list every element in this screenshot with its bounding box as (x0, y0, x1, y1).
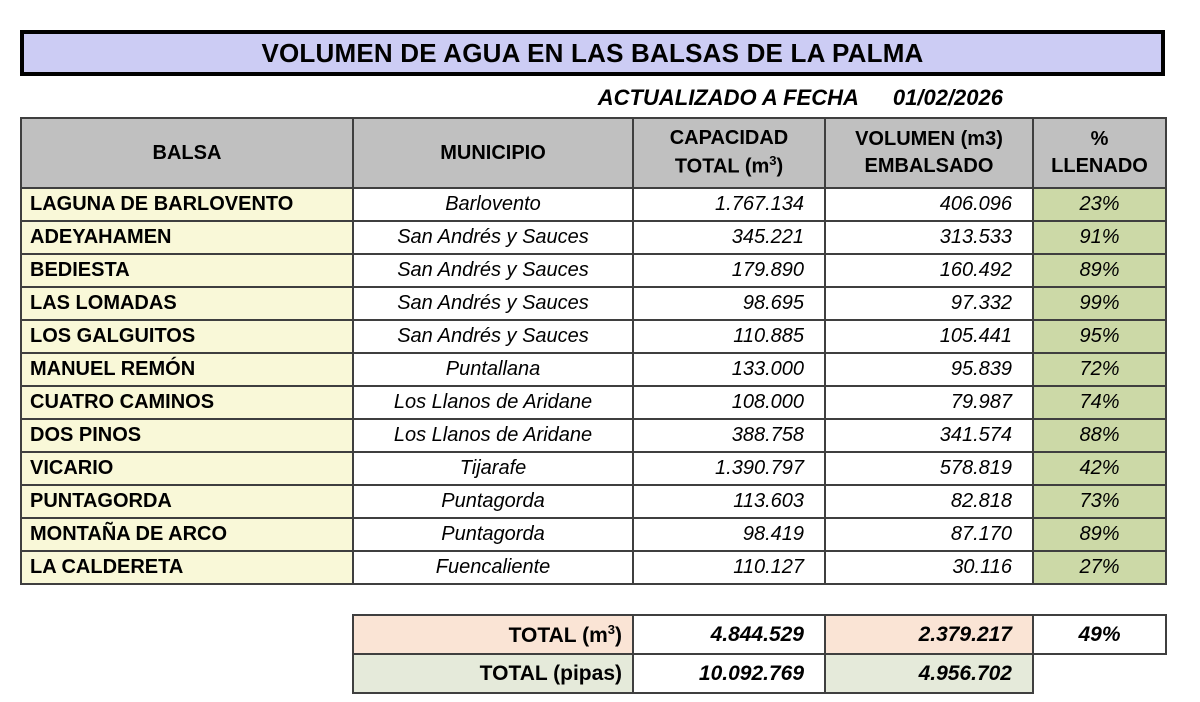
cell-balsa: DOS PINOS (21, 419, 353, 452)
column-header-balsa: BALSA (21, 118, 353, 188)
cell-capacidad: 1.767.134 (633, 188, 825, 221)
cell-volumen: 82.818 (825, 485, 1033, 518)
cell-balsa: LAS LOMADAS (21, 287, 353, 320)
cell-municipio: Los Llanos de Aridane (353, 386, 633, 419)
cell-capacidad: 1.390.797 (633, 452, 825, 485)
cell-capacidad: 110.127 (633, 551, 825, 584)
cell-volumen: 95.839 (825, 353, 1033, 386)
totals-capacidad-pipas: 10.092.769 (633, 654, 825, 693)
cell-volumen: 79.987 (825, 386, 1033, 419)
totals-volumen-m3: 2.379.217 (825, 615, 1033, 654)
cell-porcentaje: 99% (1033, 287, 1166, 320)
cell-capacidad: 110.885 (633, 320, 825, 353)
cell-municipio: Barlovento (353, 188, 633, 221)
cell-capacidad: 98.695 (633, 287, 825, 320)
cell-porcentaje: 73% (1033, 485, 1166, 518)
cell-porcentaje: 42% (1033, 452, 1166, 485)
cell-capacidad: 98.419 (633, 518, 825, 551)
cell-porcentaje: 89% (1033, 254, 1166, 287)
totals-row-pipas (353, 654, 1166, 693)
cell-porcentaje: 74% (1033, 386, 1166, 419)
cell-municipio: San Andrés y Sauces (353, 254, 633, 287)
cell-capacidad: 345.221 (633, 221, 825, 254)
column-header-pct-line1: % (1090, 128, 1109, 150)
reservoir-volume-table (20, 117, 1167, 585)
table-row (21, 518, 1166, 551)
totals-label-m3 (353, 615, 633, 654)
cell-volumen: 406.096 (825, 188, 1033, 221)
table-row (21, 452, 1166, 485)
cell-porcentaje: 91% (1033, 221, 1166, 254)
cell-municipio: San Andrés y Sauces (353, 287, 633, 320)
cell-municipio: Tijarafe (353, 452, 633, 485)
cell-municipio: Puntagorda (353, 518, 633, 551)
cell-balsa: MANUEL REMÓN (21, 353, 353, 386)
cell-porcentaje: 95% (1033, 320, 1166, 353)
page-title: VOLUMEN DE AGUA EN LAS BALSAS DE LA PALMA (261, 37, 924, 68)
table-row (21, 320, 1166, 353)
cell-volumen: 97.332 (825, 287, 1033, 320)
cell-municipio: Fuencaliente (353, 551, 633, 584)
update-date-line (20, 83, 1165, 113)
cubic-exponent: 3 (607, 621, 615, 637)
table-row (21, 287, 1166, 320)
cell-municipio: San Andrés y Sauces (353, 320, 633, 353)
column-header-capacidad-line2: TOTAL (m (674, 155, 770, 178)
cell-volumen: 313.533 (825, 221, 1033, 254)
column-header-volumen (825, 118, 1033, 188)
cell-capacidad: 113.603 (633, 485, 825, 518)
cell-capacidad: 179.890 (633, 254, 825, 287)
table-row (21, 353, 1166, 386)
cell-volumen: 105.441 (825, 320, 1033, 353)
table-body (21, 188, 1166, 584)
cell-municipio: San Andrés y Sauces (353, 221, 633, 254)
cell-balsa: MONTAÑA DE ARCO (21, 518, 353, 551)
column-header-porcentaje (1033, 118, 1166, 188)
table-row (21, 485, 1166, 518)
cell-balsa: VICARIO (21, 452, 353, 485)
cell-municipio: Los Llanos de Aridane (353, 419, 633, 452)
cell-capacidad: 133.000 (633, 353, 825, 386)
cell-balsa: BEDIESTA (21, 254, 353, 287)
cell-volumen: 30.116 (825, 551, 1033, 584)
cell-porcentaje: 27% (1033, 551, 1166, 584)
update-date-label: ACTUALIZADO A FECHA (597, 85, 859, 110)
column-header-volumen-line1: VOLUMEN (m3) (855, 128, 1003, 150)
cell-municipio: Puntallana (353, 353, 633, 386)
table-header-row (21, 118, 1166, 188)
cell-porcentaje: 88% (1033, 419, 1166, 452)
document-title-banner (20, 30, 1165, 76)
column-header-municipio: MUNICIPIO (353, 118, 633, 188)
cell-volumen: 160.492 (825, 254, 1033, 287)
table-row (21, 419, 1166, 452)
update-date-value: 01/02/2026 (892, 85, 1003, 110)
column-header-capacidad-line1: CAPACIDAD (669, 127, 789, 150)
totals-row-cubic-meters (353, 615, 1166, 654)
totals-label-pipas: TOTAL (pipas) (353, 654, 633, 693)
cell-porcentaje: 72% (1033, 353, 1166, 386)
totals-label-m3-pre: TOTAL (m (508, 623, 608, 647)
cell-municipio: Puntagorda (353, 485, 633, 518)
cubic-exponent: 3 (769, 153, 777, 169)
cell-balsa: PUNTAGORDA (21, 485, 353, 518)
totals-porcentaje-m3: 49% (1033, 615, 1166, 654)
column-header-capacidad (633, 118, 825, 188)
cell-balsa: LAGUNA DE BARLOVENTO (21, 188, 353, 221)
column-header-pct-line2: LLENADO (1051, 155, 1148, 177)
totals-capacidad-m3: 4.844.529 (633, 615, 825, 654)
cell-balsa: LA CALDERETA (21, 551, 353, 584)
cell-balsa: CUATRO CAMINOS (21, 386, 353, 419)
table-row (21, 188, 1166, 221)
cell-volumen: 341.574 (825, 419, 1033, 452)
table-row (21, 254, 1166, 287)
totals-volumen-pipas: 4.956.702 (825, 654, 1033, 693)
cell-volumen: 578.819 (825, 452, 1033, 485)
totals-label-m3-post: ) (615, 623, 622, 647)
cell-volumen: 87.170 (825, 518, 1033, 551)
cell-capacidad: 388.758 (633, 419, 825, 452)
cell-porcentaje: 89% (1033, 518, 1166, 551)
column-header-volumen-line2: EMBALSADO (864, 155, 994, 177)
totals-table (352, 614, 1167, 694)
cell-balsa: ADEYAHAMEN (21, 221, 353, 254)
table-row (21, 386, 1166, 419)
table-row (21, 221, 1166, 254)
column-header-capacidad-line2-end: ) (776, 155, 784, 178)
cell-porcentaje: 23% (1033, 188, 1166, 221)
table-row (21, 551, 1166, 584)
cell-balsa: LOS GALGUITOS (21, 320, 353, 353)
cell-capacidad: 108.000 (633, 386, 825, 419)
totals-empty-cell (1033, 654, 1166, 693)
